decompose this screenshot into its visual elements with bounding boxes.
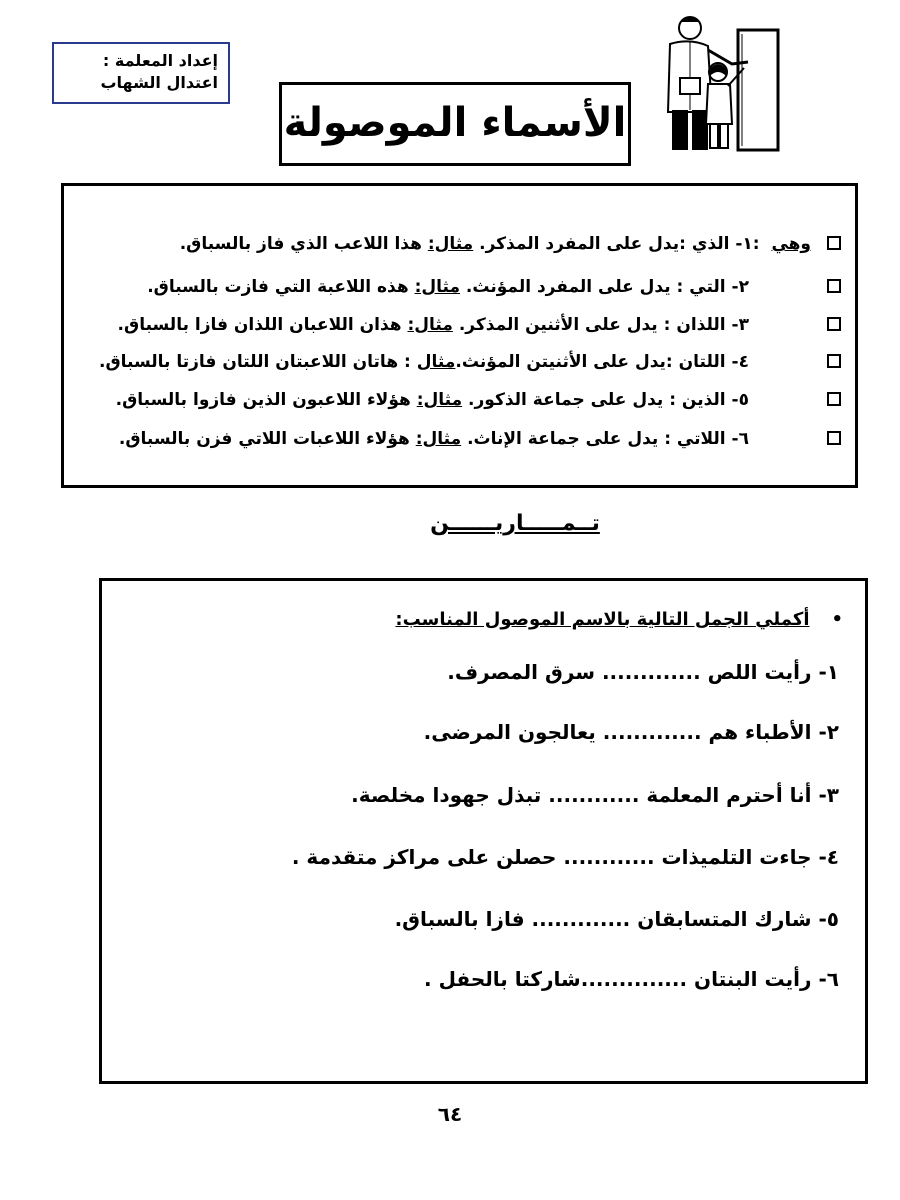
checkbox-icon <box>827 279 841 293</box>
author-box <box>52 42 230 104</box>
checkbox-icon <box>827 392 841 406</box>
rule-desc: يدل على جماعة الإناث. <box>467 429 659 449</box>
rule-desc: يدل على جماعة الذكور. <box>468 390 664 410</box>
exercise-item-3: ٣- أنا أحترم المعلمة ............ تبذل جهودا مخلصة. <box>351 783 839 807</box>
rule-example: هؤلاء اللاعبون الذين فازوا بالسباق. <box>115 390 411 410</box>
checkbox-icon <box>827 354 841 368</box>
rule-name: ٥- الذين <box>681 390 749 410</box>
checkbox-icon <box>827 431 841 445</box>
exercise-item-4: ٤- جاءت التلميذات ............ حصلن على مراكز متقدمة . <box>291 845 839 869</box>
rule-item-6: ٦- اللاتي : يدل على جماعة الإناث. مثال: هؤلاء اللاعبات اللاتي فزن بالسباق. <box>72 426 841 452</box>
page-title: الأسماء الموصولة <box>279 82 631 166</box>
example-label: مثال: <box>427 234 474 254</box>
teacher-student-illustration-icon <box>652 12 782 152</box>
exercise-item-5: ٥- شارك المتسابقان ............. فازا بالسباق. <box>394 907 839 931</box>
rule-example: هؤلاء اللاعبات اللاتي فزن بالسباق. <box>118 429 410 449</box>
instruction-text: أكملي الجمل التالية بالاسم الموصول المناسب: <box>395 609 810 630</box>
rule-name: ٦- اللاتي <box>676 429 749 449</box>
page-number: ٦٤ <box>437 1102 463 1126</box>
rule-item-1: وهي :١- الذي :يدل على المفرد المذكر. مثال: هذا اللاعب الذي فاز بالسباق. <box>72 231 841 257</box>
exercises-heading: تــمـــــاريــــــن <box>430 511 600 536</box>
example-label: مثال: <box>415 429 462 449</box>
rule-desc: يدل على الأثنين المذكر. <box>458 315 658 335</box>
rule-name: ٣- اللذان <box>676 315 749 335</box>
rule-example: هذان اللاعبان اللذان فازا بالسباق. <box>117 315 402 335</box>
example-label: مثال: <box>414 277 460 297</box>
rule-name: ١- الذي <box>691 234 753 254</box>
exercise-item-2: ٢- الأطباء هم ............. يعالجون المرضى. <box>423 720 839 744</box>
rule-example: هذه اللاعبة التي فازت بالسباق. <box>147 277 409 297</box>
example-label: مثال: <box>416 390 463 410</box>
author-label: إعداد المعلمة : <box>102 51 218 70</box>
rule-item-5: ٥- الذين : يدل على جماعة الذكور. مثال: هؤلاء اللاعبون الذين فازوا بالسباق. <box>72 387 841 413</box>
bullet-icon: • <box>831 609 843 630</box>
rule-item-3: ٣- اللذان : يدل على الأثنين المذكر. مثال: هذان اللاعبان اللذان فازا بالسباق. <box>72 312 841 338</box>
rule-example: : هاتان اللاعبتان اللتان فازتا بالسباق. <box>99 352 411 372</box>
exercises-box <box>99 578 868 1084</box>
rule-desc: يدل على المفرد المذكر. <box>479 234 680 254</box>
author-name: اعتدال الشهاب <box>100 73 218 92</box>
rules-intro: وهي <box>771 234 811 254</box>
rule-desc: يدل على المفرد المؤنث. <box>465 277 671 297</box>
example-label: مثال <box>416 352 456 372</box>
rule-desc: يدل على الأثنيتن المؤنث. <box>455 352 666 372</box>
exercise-item-6: ٦- رأيت البنتان ..............شاركتا بالحفل . <box>424 967 839 991</box>
checkbox-icon <box>827 317 841 331</box>
rule-example: هذا اللاعب الذي فاز بالسباق. <box>179 234 422 254</box>
rule-name: ٤- اللتان <box>678 352 749 372</box>
rule-item-2: ٢- التي : يدل على المفرد المؤنث. مثال: هذه اللاعبة التي فازت بالسباق. <box>72 274 841 300</box>
exercise-instruction <box>395 607 843 633</box>
checkbox-icon <box>827 236 841 250</box>
rules-box <box>61 183 858 488</box>
example-label: مثال: <box>407 315 453 335</box>
rule-name: ٢- التي <box>689 277 749 297</box>
rule-item-4: ٤- اللتان :يدل على الأثنيتن المؤنث.مثال : هاتان اللاعبتان اللتان فازتا بالسباق. <box>72 349 841 375</box>
exercise-item-1: ١- رأيت اللص ............. سرق المصرف. <box>447 660 839 684</box>
